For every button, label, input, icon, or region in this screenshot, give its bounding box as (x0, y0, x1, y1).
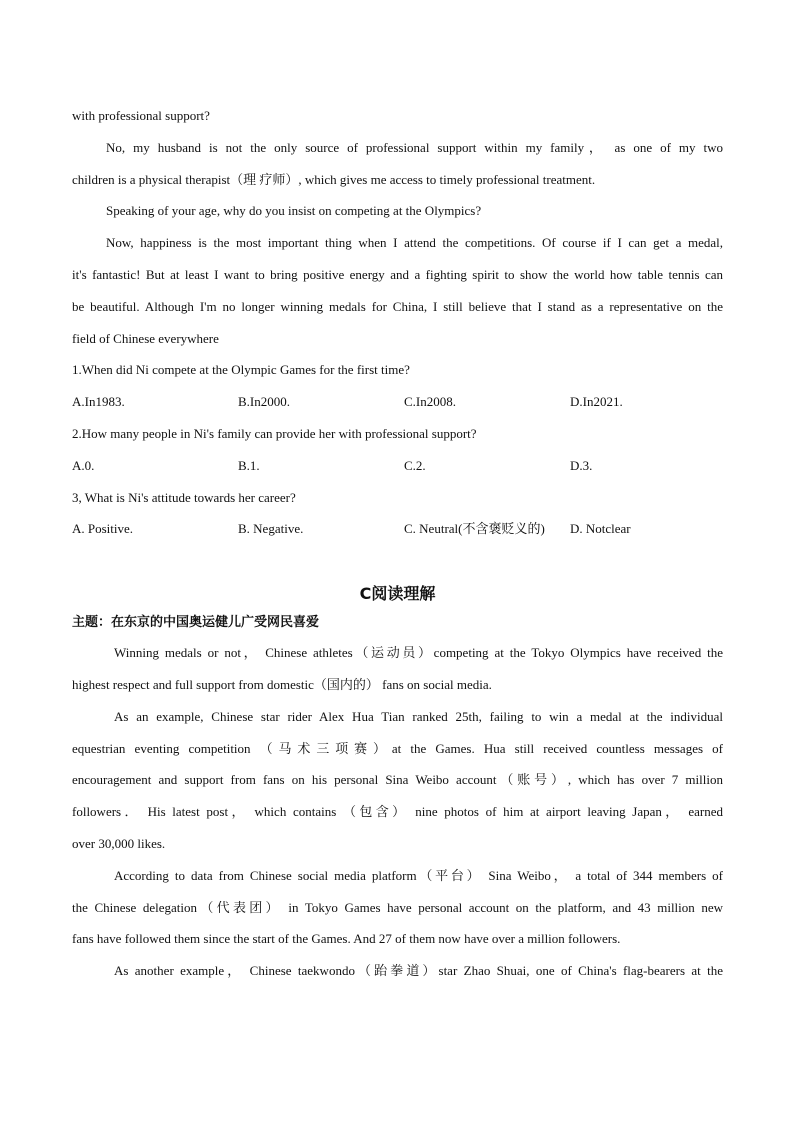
option-d: D. Notclear (570, 521, 631, 537)
option-d: D.In2021. (570, 394, 623, 410)
option-b: B.1. (238, 457, 260, 473)
option-a: A.0. (72, 457, 95, 473)
option-b: B.In2000. (238, 394, 290, 410)
section-title: C阅读理解 (359, 584, 436, 604)
passage-line: with professional support? (72, 108, 210, 123)
option-b: B. Negative. (238, 521, 304, 537)
passage-line: equestrian eventing competition （马术三项赛）at the Games. Hua still received countless messages of (72, 740, 723, 756)
passage-line: Now, happiness is the most important thing when I attend the competitions. Of course if I can get a medal, (106, 235, 723, 251)
option-d: D.3. (570, 457, 593, 473)
question-1 (72, 354, 723, 418)
passage-line: As an example, Chinese star rider Alex Hua Tian ranked 25th, failing to win a medal at the individual (114, 708, 723, 724)
question-options (72, 450, 723, 482)
question-options (72, 386, 723, 418)
passage-line: Winning medals or not， Chinese athletes（运动员）competing at the Tokyo Olympics have received the (114, 645, 723, 661)
option-c: C.In2008. (404, 394, 456, 410)
section-theme: 主题：在东京的中国奥运健儿广受网民喜爱 (72, 615, 320, 631)
option-c: C. Neutral(不含褒贬义的) (404, 521, 545, 537)
question-3 (72, 482, 723, 546)
part-b-passage (72, 100, 723, 354)
passage-line: over 30,000 likes. (72, 835, 166, 851)
passage-line: it's fantastic! But at least I want to bring positive energy and a fighting spirit to show the world how table tennis can (72, 266, 723, 282)
passage-line: As another example， Chinese taekwondo（跆拳道）star Zhao Shuai, one of China's flag-bearers at the (114, 963, 723, 979)
passage-line: No, my husband is not the only source of professional support within my family， as one of my two (106, 139, 723, 155)
question-options (72, 513, 723, 545)
document-page (72, 100, 723, 987)
passage-line: followers． His latest post， which contains （包含） nine photos of him at airport leaving Japan， earned (72, 804, 723, 820)
part-c-passage (72, 637, 723, 987)
passage-line: encouragement and support from fans on his personal Sina Weibo account（账号）, which has over 7 million (72, 772, 723, 788)
passage-line: Speaking of your age, why do you insist on competing at the Olympics? (106, 203, 482, 219)
option-a: A.In1983. (72, 394, 125, 410)
passage-line: fans have followed them since the start of the Games. And 27 of them now have over a million followers. (72, 931, 621, 947)
question-2 (72, 418, 723, 482)
passage-line: be beautiful. Although I'm no longer winning medals for China, I still believe that I stand as a representative on the (72, 298, 723, 314)
passage-line: According to data from Chinese social media platform（平台） Sina Weibo， a total of 344 members of (114, 867, 723, 883)
passage-line: children is a physical therapist（理 疗师）, which gives me access to timely professional treatment. (72, 171, 596, 187)
question-stem: 3, What is Ni's attitude towards her career? (72, 489, 296, 505)
question-stem: 1.When did Ni compete at the Olympic Games for the first time? (72, 362, 410, 378)
passage-line: the Chinese delegation（代表团） in Tokyo Games have personal account on the platform, and 43 million new (72, 899, 723, 915)
passage-line: field of Chinese everywhere (72, 330, 219, 346)
passage-line: highest respect and full support from domestic（国内的） fans on social media. (72, 676, 492, 692)
option-a: A. Positive. (72, 521, 134, 537)
question-stem: 2.How many people in Ni's family can provide her with professional support? (72, 425, 477, 441)
option-c: C.2. (404, 457, 426, 473)
